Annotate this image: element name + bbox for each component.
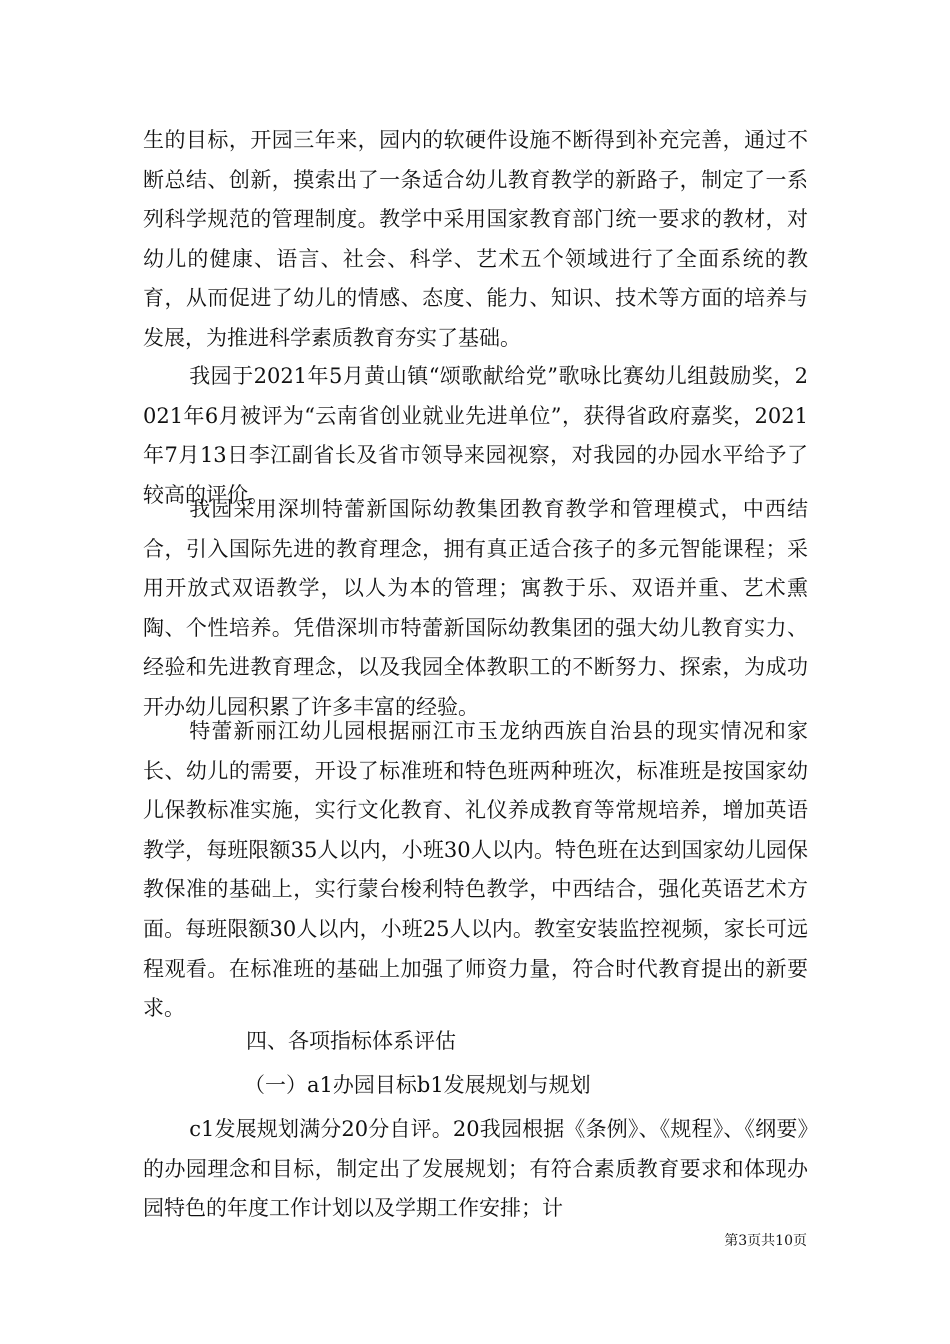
sub-heading: （一）a1办园目标b1发展规划与规划 xyxy=(244,1073,591,1097)
paragraph-development-plan: c1发展规划满分20分自评。20我园根据《条例》、《规程》、《纲要》的办园理念和目标，制定出了发展规划；有符合素质教育要求和体现办园特色的年度工作计划以及学期工作安排；计 xyxy=(143,1117,808,1221)
paragraph-class-types: 特蕾新丽江幼儿园根据丽江市玉龙纳西族自治县的现实情况和家长、幼儿的需要，开设了标准班和特色班两种班次，标准班是按国家幼儿保教标准实施，实行文化教育、礼仪养成教育等常规培养，增加英语教学，每班限额35人以内，小班30人以内。特色班在达到国家幼儿园保教保准的基础上，实行蒙台梭利特色教学，中西结合，强化英语艺术方面。每班限额30人以内，小班25人以内。教室安装监控视频，家长可远程观看。在标准班的基础上加强了师资力量，符合时代教育提出的新要求。 xyxy=(143,719,808,1021)
paragraph-awards: 我园于2021年5月黄山镇“颂歌献给党”歌咏比赛幼儿组鼓励奖，2021年6月被评为“云南省创业就业先进单位”，获得省政府嘉奖，2021年7月13日李江副省长及省市领导来园视察，对我园的办园水平给予了较高的评价。 xyxy=(143,364,808,507)
paragraph-goals: 生的目标，开园三年来，园内的软硬件设施不断得到补充完善，通过不断总结、创新，摸索出了一条适合幼儿教育教学的新路子，制定了一系列科学规范的管理制度。教学中采用国家教育部门统一要求的教材，对幼儿的健康、语言、社会、科学、艺术五个领域进行了全面系统的教育，从而促进了幼儿的情感、态度、能力、知识、技术等方面的培养与发展，为推进科学素质教育夯实了基础。 xyxy=(143,128,808,350)
section-heading: 四、各项指标体系评估 xyxy=(246,1029,456,1053)
paragraph-teaching-model: 我园采用深圳特蕾新国际幼教集团教育教学和管理模式，中西结合，引入国际先进的教育理念，拥有真正适合孩子的多元智能课程；采用开放式双语教学，以人为本的管理；寓教于乐、双语并重、艺术熏陶、个性培养。凭借深圳市特蕾新国际幼教集团的强大幼儿教育实力、经验和先进教育理念，以及我园全体教职工的不断努力、探索，为成功开办幼儿园积累了许多丰富的经验。 xyxy=(143,497,808,719)
page-number: 第3页共10页 xyxy=(724,1233,807,1249)
